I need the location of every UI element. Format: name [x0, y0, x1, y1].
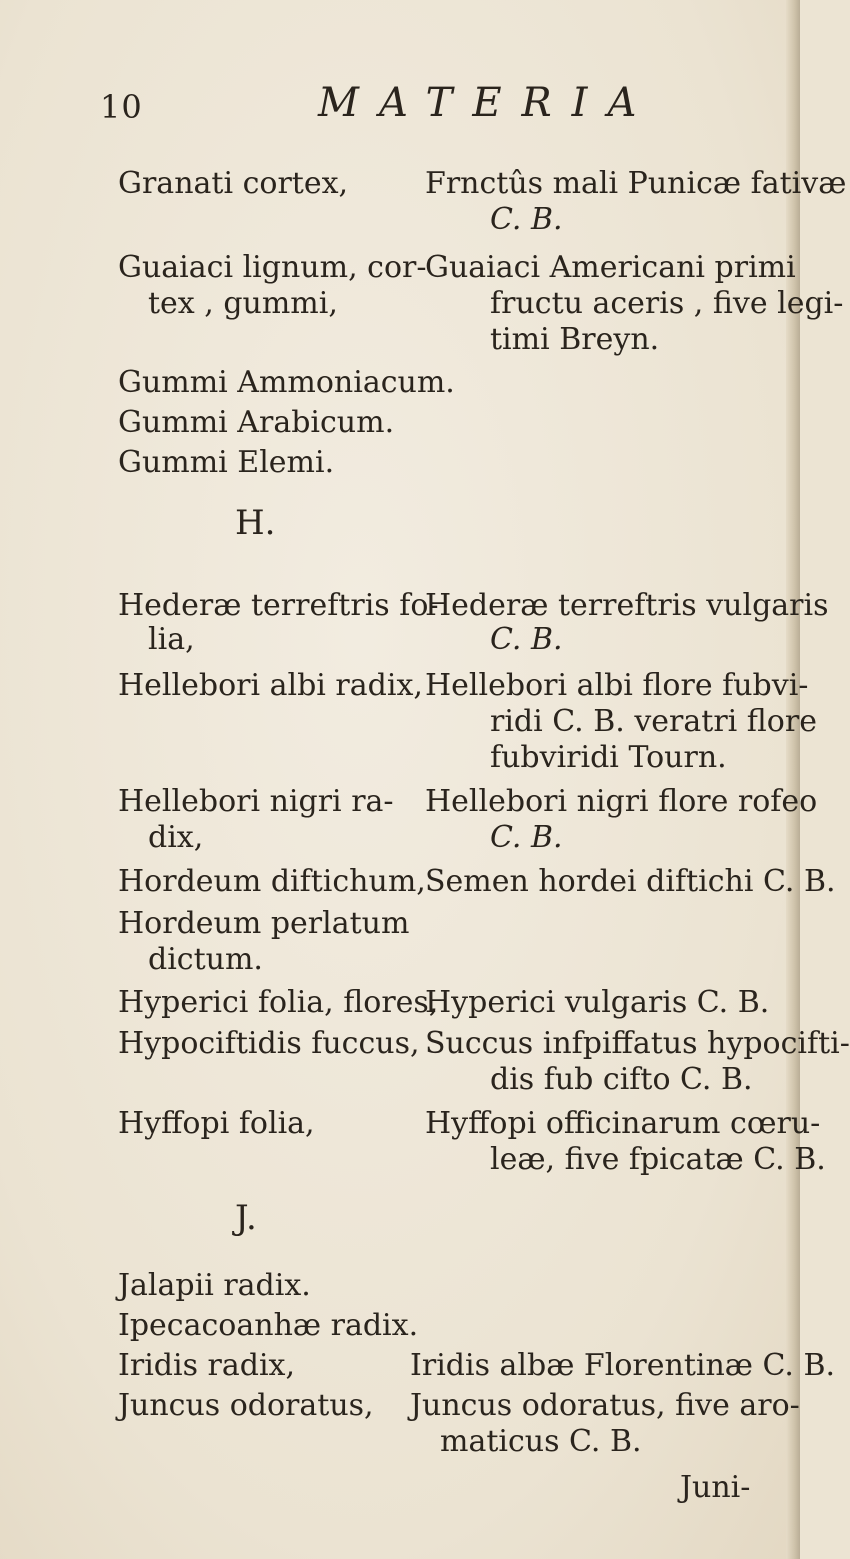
entry-left: Gummi Ammoniacum. [118, 365, 455, 400]
entry-left: tex , gummi, [148, 286, 338, 321]
entry-right: C. B. [490, 622, 563, 657]
catchword: Juni- [680, 1470, 751, 1505]
entry-left: Iridis radix, [118, 1348, 295, 1383]
entry-left: Guaiaci lignum, cor- [118, 250, 427, 285]
entry-right: Frnctûs mali Punicæ fativæ [425, 166, 847, 201]
entry-left: dictum. [148, 942, 263, 977]
entry-left: Gummi Arabicum. [118, 405, 395, 440]
entry-left: Hyperici folia, flores, [118, 985, 439, 1020]
entry-right: C. B. [490, 820, 563, 855]
entry-left: Hyffopi folia, [118, 1106, 315, 1141]
entry-left: lia, [148, 622, 195, 657]
entry-right: ridi C. B. veratri flore [490, 704, 817, 739]
page-header [0, 80, 800, 140]
entry-right: leæ, five fpicatæ C. B. [490, 1142, 826, 1177]
entry-right: Hyffopi officinarum cœru- [425, 1106, 821, 1141]
entry-left: Granati cortex, [118, 166, 349, 201]
entry-right: Hellebori albi flore fubvi- [425, 668, 809, 703]
page-edge [786, 0, 800, 1559]
page-number: 10 [100, 88, 143, 126]
entry-left: Juncus odoratus, [118, 1388, 374, 1423]
entry-right: Juncus odoratus, five aro- [410, 1388, 800, 1423]
entry-right: Hederæ terreftris vulgaris [425, 588, 829, 623]
entry-left: Hederæ terreftris fo- [118, 588, 439, 623]
entry-right: C. B. [490, 202, 563, 237]
entry-left: Gummi Elemi. [118, 445, 335, 480]
entry-left: Hellebori nigri ra- [118, 784, 394, 819]
entry-left: Hordeum perlatum [118, 906, 410, 941]
entry-right: Semen hordei diftichi C. B. [425, 864, 836, 899]
entry-right: fructu aceris , five legi- [490, 286, 844, 321]
entry-left: Hordeum diftichum, [118, 864, 426, 899]
entry-right: Guaiaci Americani primi [425, 250, 796, 285]
entry-right: fubviridi Tourn. [490, 740, 727, 775]
entry-left: dix, [148, 820, 204, 855]
entry-right: dis fub cifto C. B. [490, 1062, 753, 1097]
entry-right: Hellebori nigri flore rofeo [425, 784, 818, 819]
running-title: MATERIA [318, 80, 657, 126]
section-heading: H. [235, 503, 276, 543]
entry-right: maticus C. B. [440, 1424, 642, 1459]
entry-right: Iridis albæ Florentinæ C. B. [410, 1348, 836, 1383]
entry-left: Ipecacoanhæ radix. [118, 1308, 419, 1343]
entry-left: Hellebori albi radix, [118, 668, 423, 703]
entry-left: Hypociftidis fuccus, [118, 1026, 420, 1061]
entry-right: timi Breyn. [490, 322, 660, 357]
entry-right: Hyperici vulgaris C. B. [425, 985, 770, 1020]
section-heading: J. [235, 1198, 257, 1238]
entry-right: Succus infpiffatus hypocifti- [425, 1026, 850, 1061]
entry-left: Jalapii radix. [118, 1268, 311, 1303]
